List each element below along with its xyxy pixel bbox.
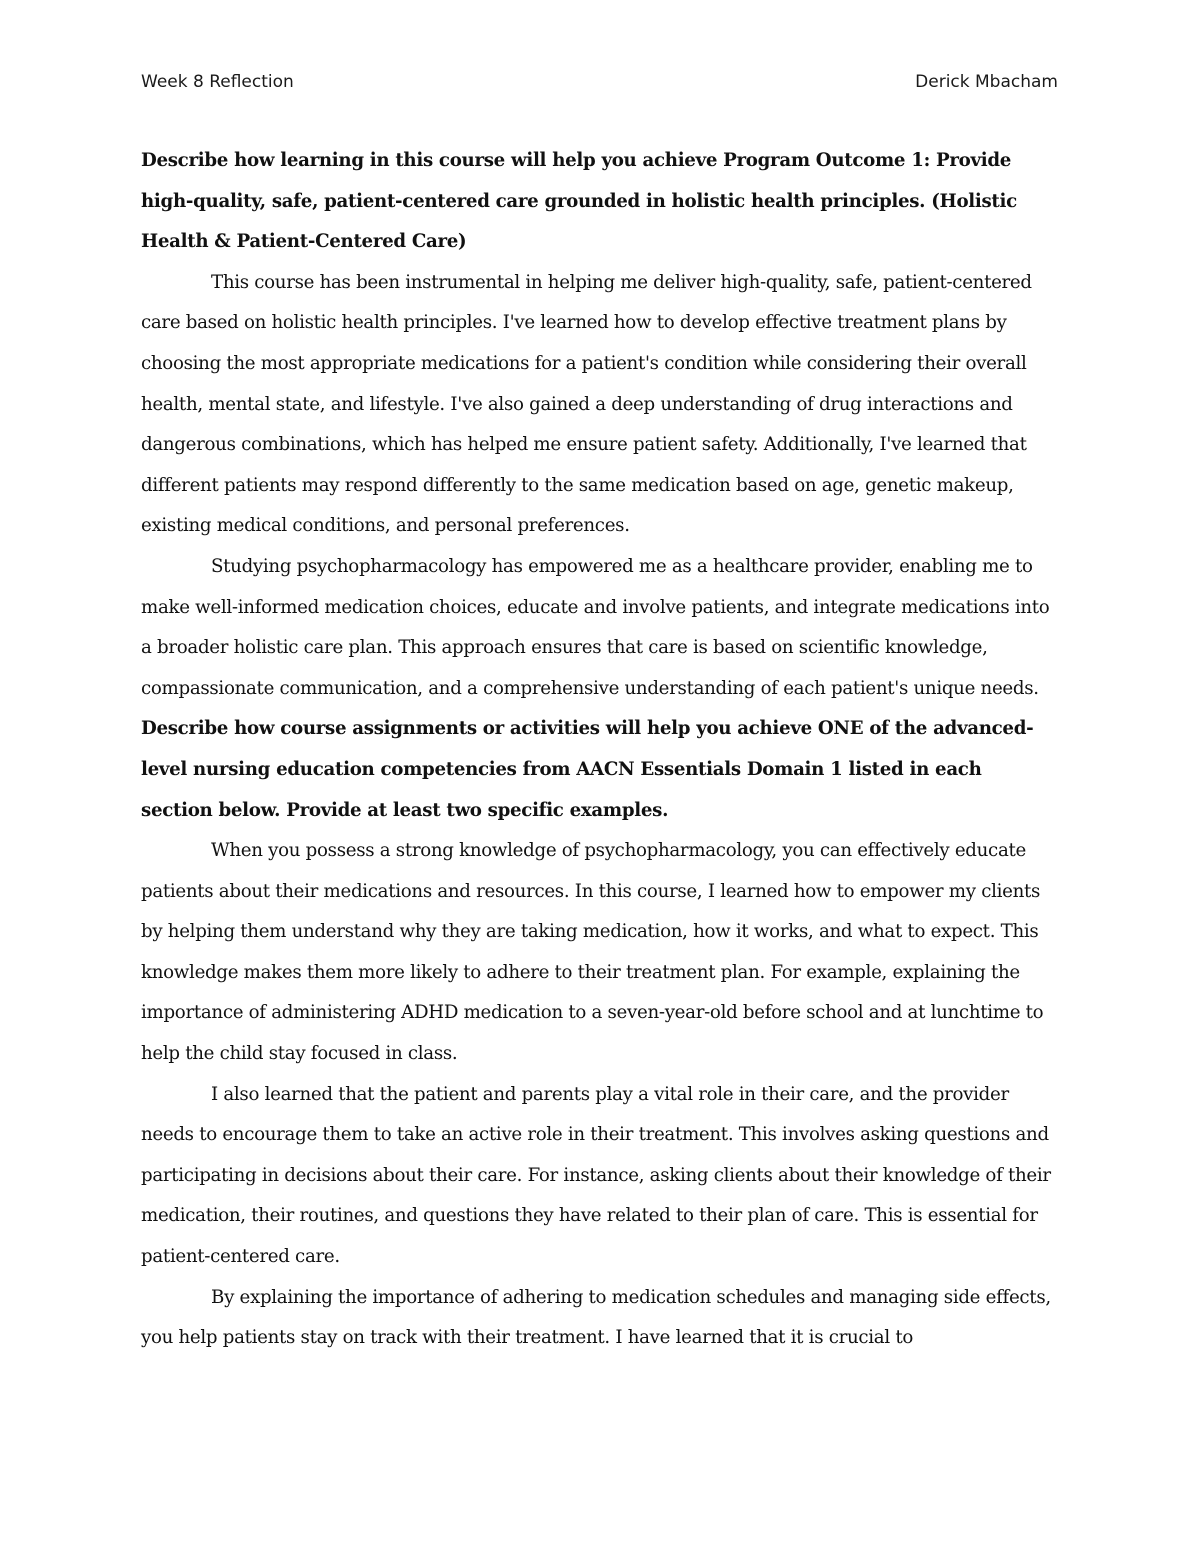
header-author: Derick Mbacham [915,72,1058,92]
paragraph-1: This course has been instrumental in helping me deliver high-quality, safe, patient-centered care based on holistic health principles. I've learned how to develop effective treatment plans by choosing the most appropriate medications for a patient's condition while considering their overall health, mental state, and lifestyle. I've also gained a deep understanding of drug interactions and dangerous combinations, which has helped me ensure patient safety. Additionally, I've learned that different patients may respond differently to the same medication based on age, genetic makeup, existing medical conditions, and personal preferences. [141,271,1032,537]
question-1-heading: Describe how learning in this course will help you achieve Program Outcome 1: Provide high-quality, safe, patient-centered care grounded in holistic health principles. (Holistic Health & Patient-Centered Care) [141,150,1017,253]
header-title: Week 8 Reflection [141,72,294,92]
question-2-heading: Describe how course assignments or activities will help you achieve ONE of the advanced-level nursing education competencies from AACN Essentials Domain 1 listed in each section below. Provide at least two specific examples. [141,718,1034,821]
page-header [141,72,1058,100]
paragraph-2: Studying psychopharmacology has empowered me as a healthcare provider, enabling me to make well-informed medication choices, educate and involve patients, and integrate medications into a broader holistic care plan. This approach ensures that care is based on scientific knowledge, compassionate communication, and a comprehensive understanding of each patient's unique needs. [141,555,1050,699]
paragraph-3: When you possess a strong knowledge of psychopharmacology, you can effectively educate patients about their medications and resources. In this course, I learned how to empower my clients by helping them understand why they are taking medication, how it works, and what to expect. This knowledge makes them more likely to adhere to their treatment plan. For example, explaining the importance of administering ADHD medication to a seven-year-old before school and at lunchtime to help the child stay focused in class. [141,840,1044,1065]
document-body [141,141,1058,1359]
paragraph-4: I also learned that the patient and parents play a vital role in their care, and the provider needs to encourage them to take an active role in their treatment. This involves asking questions and participating in decisions about their care. For instance, asking clients about their knowledge of their medication, their routines, and questions they have related to their plan of care. This is essential for patient-centered care. [141,1083,1051,1268]
paragraph-5: By explaining the importance of adhering to medication schedules and managing side effects, you help patients stay on track with their treatment. I have learned that it is crucial to [141,1286,1051,1349]
